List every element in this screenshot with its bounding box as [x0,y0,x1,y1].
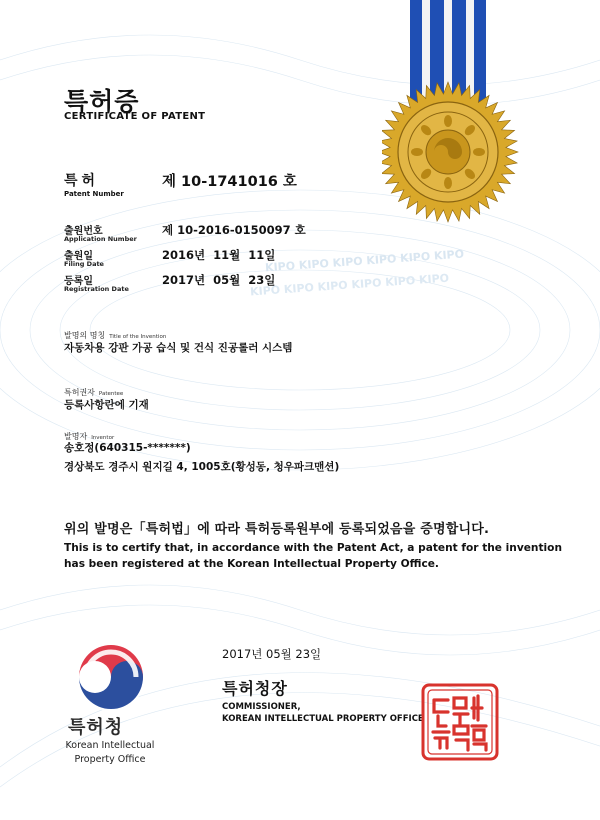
registration-date-label: 등록일 [64,276,93,287]
certification-text-ko: 위의 발명은「특허법」에 따라 특허등록원부에 등록되었음을 증명합니다. [64,522,490,537]
invention-title-label-en: Title of the Invention [109,334,167,340]
inventor-address: 경상북도 경주시 원지길 4, 1005호(황성동, 청우파크맨션) [64,461,340,473]
filing-date-label-en: Filing Date [64,260,104,268]
official-red-seal [420,682,500,762]
issue-date: 2017년 05월 23일 [222,647,322,661]
kipo-emblem [76,642,146,712]
seal-petal [473,148,485,156]
watermark-text: KIPO KIPO KIPO KIPO KIPO KIPO [264,247,465,275]
inventor-name: 송호정(640315-*******) [64,442,191,454]
gold-seal [382,82,518,222]
seal-petal [444,177,452,189]
watermark-text: KIPO KIPO KIPO KIPO KIPO KIPO [249,271,450,299]
certificate-title-en: CERTIFICATE OF PATENT [64,111,206,122]
application-number-value: 제 10-2016-0150097 호 [162,223,306,237]
certification-text-en-line2: has been registered at the Korean Intellectual Property Office. [64,558,439,570]
patent-number-label: 특허 [64,173,100,189]
registration-date-label-en: Registration Date [64,285,129,293]
kipo-name-en-line1: Korean Intellectual [65,740,155,751]
seal-petal [444,115,452,127]
inventor-label-en: Inventor [91,435,115,441]
patentee-label-en: Patentee [98,391,124,397]
commissioner-title-en-line2: KOREAN INTELLECTUAL PROPERTY OFFICE [222,714,424,724]
patentee-value: 등록사항란에 기재 [64,399,149,411]
registration-date-value: 2017년 05월 23일 [162,273,276,287]
invention-title-label: 발명의 명칭 [64,331,106,340]
inventor-label: 발명자 [64,432,88,441]
gold-seal-ribbon [382,0,532,230]
application-number-label-en: Application Number [64,235,137,243]
commissioner-title-ko: 특허청장 [222,679,288,698]
application-number-label: 출원번호 [64,226,103,237]
filing-date-label: 출원일 [64,251,93,262]
seal-petal [411,148,423,156]
patent-number-label-en: Patent Number [64,190,124,198]
patent-number-value: 제 10-1741016 호 [162,174,297,190]
filing-date-value: 2016년 11월 11일 [162,248,276,262]
patentee-label: 특허권자 [64,388,95,397]
kipo-name-ko: 특허청 [68,717,124,738]
invention-title-value: 자동차용 강판 가공 습식 및 건식 진공롤러 시스템 [64,342,293,354]
certification-text-en-line1: This is to certify that, in accordance with the Patent Act, a patent for the invention [64,542,562,554]
certificate-title: 특허증 [64,87,140,116]
commissioner-title-en-line1: COMMISSIONER, [222,702,301,712]
kipo-name-en-line2: Property Office [74,754,146,765]
